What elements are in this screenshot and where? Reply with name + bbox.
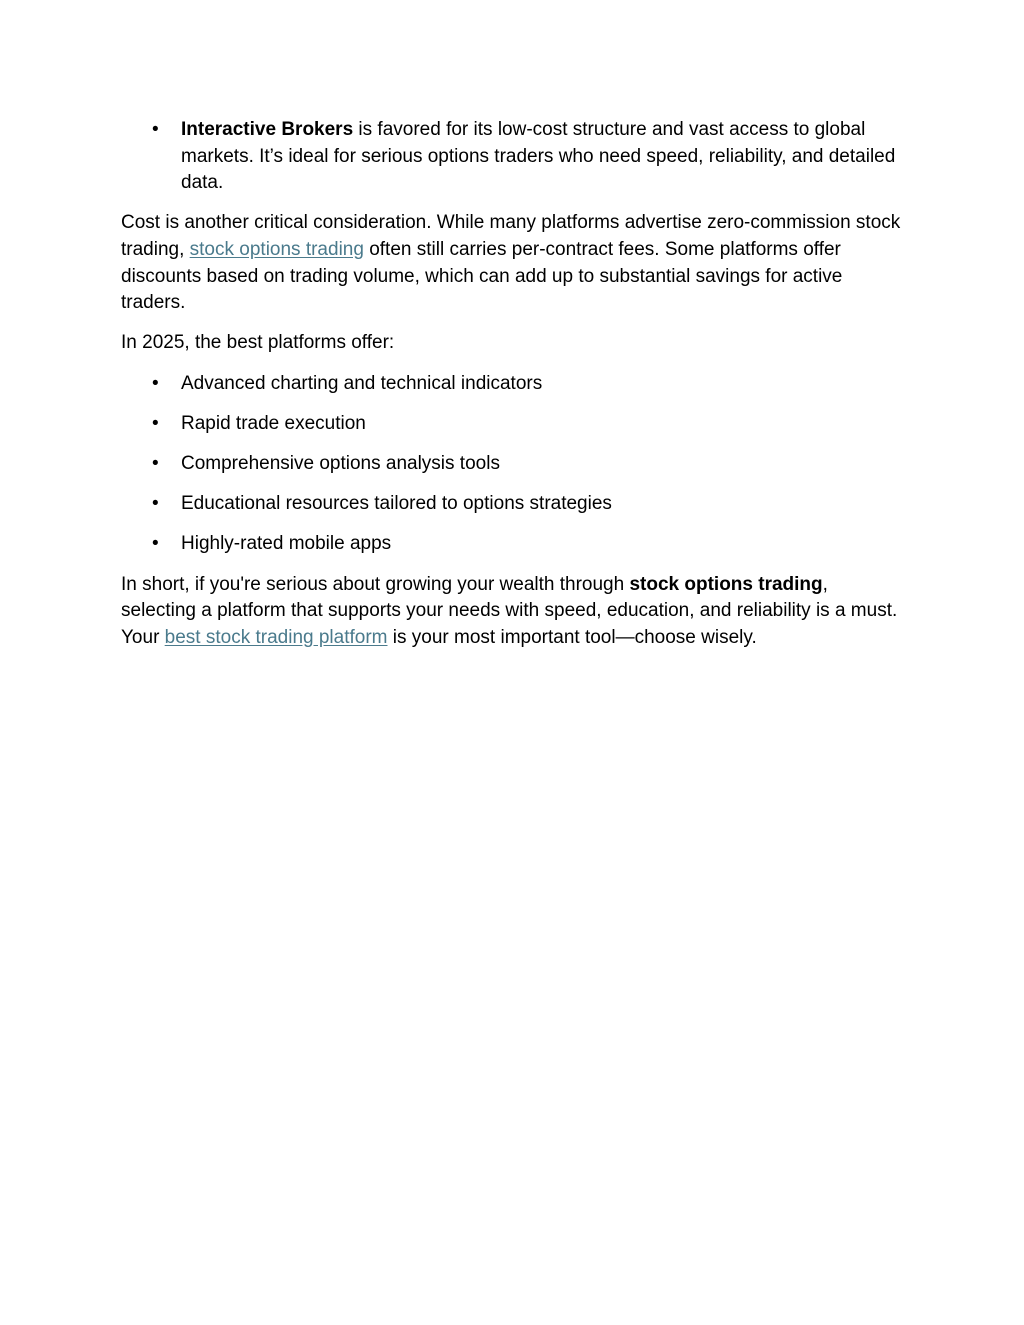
cost-text-start: Cost is another critical consideration. While many platforms advertise zero-commission stock trading,	[121, 212, 901, 260]
stock-options-trading-link[interactable]: stock options trading	[189, 238, 364, 260]
bullet-icon: •	[152, 372, 159, 394]
bullet-icon: •	[152, 453, 159, 475]
features-intro: In 2025, the best platforms offer:	[121, 332, 395, 354]
feature-label: Educational resources tailored to options strategies	[181, 493, 612, 515]
bullet-icon: •	[152, 412, 159, 434]
feature-label: Advanced charting and technical indicators	[181, 372, 543, 394]
closing-strong: stock options trading	[629, 573, 823, 595]
list-item	[121, 531, 901, 558]
bullet-icon: •	[152, 493, 159, 515]
closing-paragraph	[121, 572, 901, 652]
broker-description: is favored for its low-cost structure and vast access to global markets. It’s ideal for serious options traders who need speed, reliability, and detailed data.	[181, 119, 896, 194]
broker-name: Interactive Brokers	[181, 119, 354, 140]
features-list	[121, 371, 901, 559]
bullet-icon: •	[152, 119, 159, 140]
feature-label: Highly-rated mobile apps	[181, 533, 392, 555]
cost-paragraph	[121, 210, 901, 317]
list-item	[121, 411, 901, 438]
list-item	[121, 371, 901, 398]
feature-label: Comprehensive options analysis tools	[181, 453, 500, 475]
bullet-icon: •	[152, 533, 159, 555]
closing-text-3: is your most important tool—choose wisely.	[387, 627, 757, 649]
feature-label: Rapid trade execution	[181, 412, 366, 434]
list-item	[121, 117, 901, 197]
list-item	[121, 451, 901, 478]
best-stock-trading-platform-link[interactable]: best stock trading platform	[164, 627, 388, 649]
closing-text-2: , selecting a platform that supports your needs with speed, education, and reliability is a must. Your	[121, 573, 898, 649]
cost-text-end: often still carries per-contract fees. Some platforms offer discounts based on trading volume, which can add up to substantial savings for active traders.	[121, 238, 843, 314]
list-item	[121, 491, 901, 518]
broker-list	[121, 117, 901, 197]
closing-text-1: In short, if you're serious about growing your wealth through	[121, 573, 630, 595]
document-body	[121, 117, 901, 665]
